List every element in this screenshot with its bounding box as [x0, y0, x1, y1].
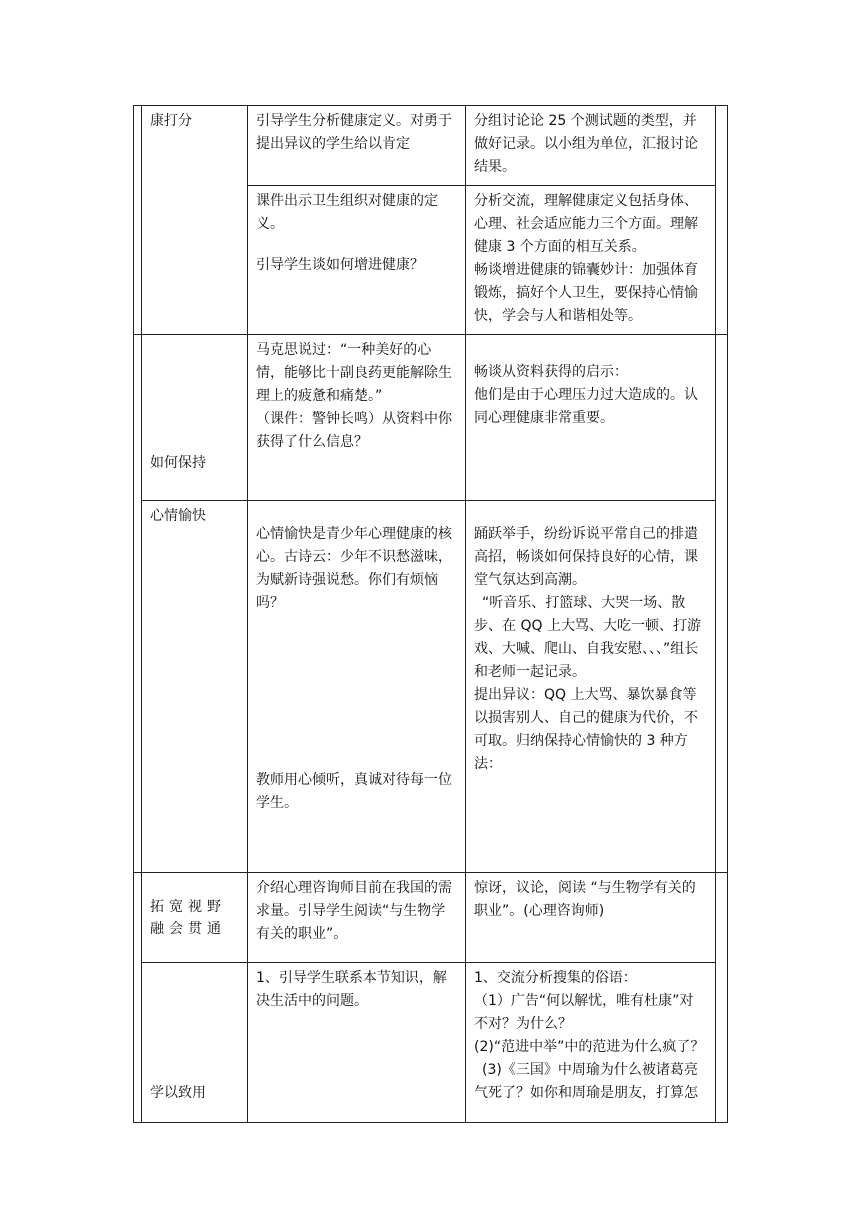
lesson-plan-table	[133, 105, 728, 1123]
table-row	[134, 873, 728, 963]
stage-label: 如何保持	[150, 455, 206, 471]
student-text: 分组讨论论 25 个测试题的类型，并做好记录。以小组为单位，汇报讨论结果。	[474, 113, 698, 175]
teacher-cell	[248, 106, 466, 186]
teacher-text: 1、引导学生联系本节知识，解决生活中的问题。	[256, 970, 447, 1009]
student-cell	[466, 106, 716, 186]
teacher-cell	[248, 335, 466, 501]
student-text: （1）广告“何以解忧，唯有杜康”对不对？为什么？	[474, 993, 694, 1032]
table-row	[134, 106, 728, 186]
student-text: 提出异议：QQ 上大骂、暴饮暴食等以损害别人、自己的健康为代价，不可取。归纳保持心情愉快的 3 种方法：	[474, 687, 698, 772]
teacher-text: 心情愉快是青少年心理健康的核心。古诗云：少年不识愁滋味，为赋新诗强说愁。你们有烦恼吗？	[256, 526, 452, 611]
stage-cell	[142, 106, 248, 335]
student-text: (2)“范进中举”中的范进为什么疯了？	[474, 1039, 705, 1055]
teacher-text: 引导学生谈如何增进健康？	[256, 257, 424, 273]
edge-cell	[716, 335, 728, 873]
stage-label: 康打分	[150, 113, 192, 129]
student-text: 分析交流，理解健康定义包括身体、心理、社会适应能力三个方面。理解健康 3 个方面的相互关系。	[474, 193, 698, 255]
student-cell	[466, 501, 716, 873]
teacher-cell	[248, 873, 466, 963]
student-text: 畅谈增进健康的锦囊妙计：加强体育锻炼，搞好个人卫生，要保持心情愉快，学会与人和谐相处等。	[474, 262, 698, 324]
teacher-cell	[248, 963, 466, 1123]
teacher-cell	[248, 501, 466, 873]
edge-cell	[134, 106, 142, 335]
edge-cell	[716, 873, 728, 1123]
student-cell	[466, 873, 716, 963]
edge-cell	[134, 335, 142, 873]
stage-cell	[142, 335, 248, 501]
stage-cell	[142, 963, 248, 1123]
teacher-text: 引导学生分析健康定义。对勇于提出异议的学生给以肯定	[256, 113, 452, 152]
teacher-text: 马克思说过：“一种美好的心情，能够比十副良药更能解除生理上的疲惫和痛楚。”	[256, 342, 452, 404]
student-text: 踊跃举手，纷纷诉说平常自己的排遣高招，畅谈如何保持良好的心情，课堂气氛达到高潮。	[474, 526, 698, 588]
stage-cell	[142, 501, 248, 873]
student-cell	[466, 335, 716, 501]
student-text: “听音乐、打篮球、大哭一场、散步、在 QQ 上大骂、大吃一顿、打游戏、大喊、爬山、自我安慰、、、”组长和老师一起记录。	[474, 595, 701, 680]
stage-label: 学以致用	[150, 1085, 206, 1101]
student-cell	[466, 186, 716, 335]
student-text: 畅谈从资料获得的启示：	[474, 364, 628, 380]
student-text: 1、交流分析搜集的俗语：	[474, 970, 637, 986]
student-cell	[466, 963, 716, 1123]
student-text: 惊讶，议论，阅读 “与生物学有关的职业”。(心理咨询师)	[474, 880, 696, 919]
stage-label: 拓宽视野融会贯通	[150, 898, 226, 937]
teacher-text: 介绍心理咨询师目前在我国的需求量。引导学生阅读“与生物学有关的职业”。	[256, 880, 452, 942]
teacher-text: （课件：警钟长鸣）从资料中你获得了什么信息？	[256, 411, 452, 450]
table-row	[134, 501, 728, 873]
teacher-cell	[248, 186, 466, 335]
table-row	[134, 963, 728, 1123]
teacher-text: 教师用心倾听，真诚对待每一位学生。	[256, 772, 452, 811]
table-row	[134, 335, 728, 501]
teacher-text: 课件出示卫生组织对健康的定义。	[256, 193, 438, 232]
edge-cell	[134, 873, 142, 1123]
edge-cell	[716, 106, 728, 335]
stage-label: 心情愉快	[150, 508, 206, 524]
stage-cell	[142, 873, 248, 963]
student-text: 他们是由于心理压力过大造成的。认同心理健康非常重要。	[474, 387, 698, 426]
student-text: (3)《三国》中周瑜为什么被诸葛亮气死了？如你和周瑜是朋友，打算怎	[474, 1062, 698, 1101]
